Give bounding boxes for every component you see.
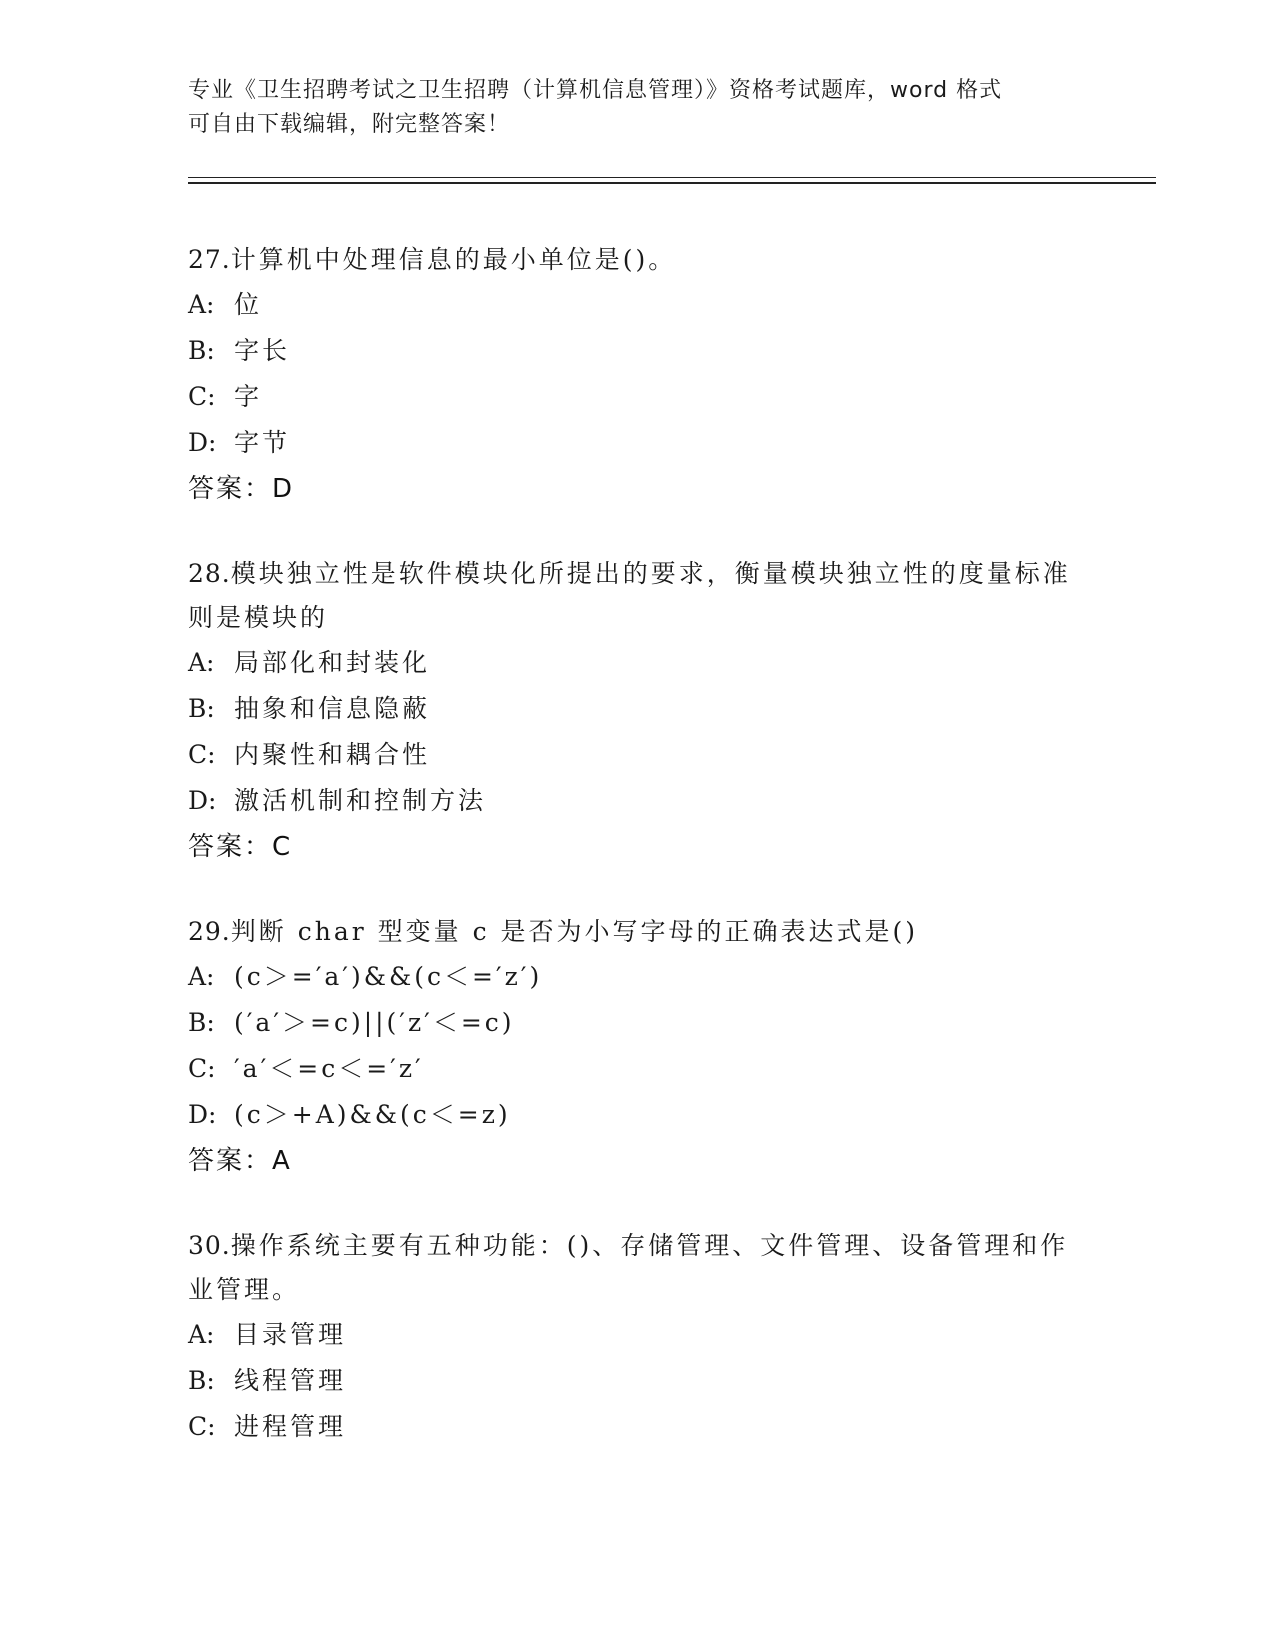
option-c [188,1404,1088,1450]
option-a [188,1312,1088,1358]
question-27 [188,238,1088,512]
option-letter: B: [188,694,215,723]
option-a [188,954,1088,1000]
option-text: 字节 [234,428,291,457]
option-b [188,686,1088,732]
option-text: 内聚性和耦合性 [234,740,431,769]
header-line-2: 可自由下载编辑，附完整答案！ [188,112,511,137]
question-list [188,238,1088,1490]
option-text: 目录管理 [234,1320,347,1349]
option-d [188,1092,1088,1138]
option-letter: C: [188,1412,216,1441]
option-text: 线程管理 [234,1366,347,1395]
option-letter: D: [188,1100,217,1129]
option-c [188,1046,1088,1092]
option-text: 激活机制和控制方法 [234,786,487,815]
question-text: 计算机中处理信息的最小单位是()。 [230,245,677,274]
question-number: 30. [188,1231,231,1260]
question-30 [188,1224,1088,1450]
option-c [188,732,1088,778]
option-letter: D: [188,428,217,457]
option-a [188,282,1088,328]
question-text: 操作系统主要有五种功能：()、存储管理、文件管理、设备管理和作业管理。 [188,1231,1069,1304]
option-d [188,778,1088,824]
option-d [188,420,1088,466]
question-number: 27. [188,245,231,274]
option-letter: B: [188,1008,215,1037]
option-letter: B: [188,1366,215,1395]
option-text: 位 [234,290,263,319]
option-letter: C: [188,740,216,769]
option-letter: C: [188,382,216,411]
option-text: ′a′＜=c＜=′z′ [234,1054,424,1083]
question-stem [188,1224,1088,1312]
question-stem [188,910,1088,954]
option-letter: B: [188,336,215,365]
question-text: 模块独立性是软件模块化所提出的要求，衡量模块独立性的度量标准则是模块的 [188,559,1071,632]
option-text: 抽象和信息隐蔽 [234,694,431,723]
header-rule-thin [188,177,1156,178]
question-stem [188,552,1088,640]
question-text: 判断 char 型变量 c 是否为小写字母的正确表达式是() [230,917,919,946]
option-text: 字长 [234,336,291,365]
option-c [188,374,1088,420]
option-text: (c＞+A)&&(c＜=z) [234,1100,511,1129]
option-b [188,1000,1088,1046]
answer: 答案：C [188,832,293,862]
option-b [188,328,1088,374]
option-text: (′a′＞=c)||(′z′＜=c) [234,1008,515,1037]
header-rule-thick [188,182,1156,184]
question-29 [188,910,1088,1184]
answer: 答案：D [188,474,295,504]
option-letter: A: [188,648,215,677]
option-text: 局部化和封装化 [234,648,431,677]
option-text: 字 [234,382,263,411]
option-letter: C: [188,1054,216,1083]
option-letter: A: [188,1320,215,1349]
document-header [188,74,1088,142]
question-number: 29. [188,917,231,946]
option-text: 进程管理 [234,1412,347,1441]
answer: 答案：A [188,1146,292,1176]
question-stem [188,238,1088,282]
option-letter: A: [188,290,215,319]
option-b [188,1358,1088,1404]
option-letter: A: [188,962,215,991]
question-28 [188,552,1088,870]
question-number: 28. [188,559,231,588]
option-text: (c＞=′a′)&&(c＜=′z′) [234,962,543,991]
option-letter: D: [188,786,217,815]
header-line-1: 专业《卫生招聘考试之卫生招聘（计算机信息管理）》资格考试题库，word 格式 [188,78,1003,103]
option-a [188,640,1088,686]
